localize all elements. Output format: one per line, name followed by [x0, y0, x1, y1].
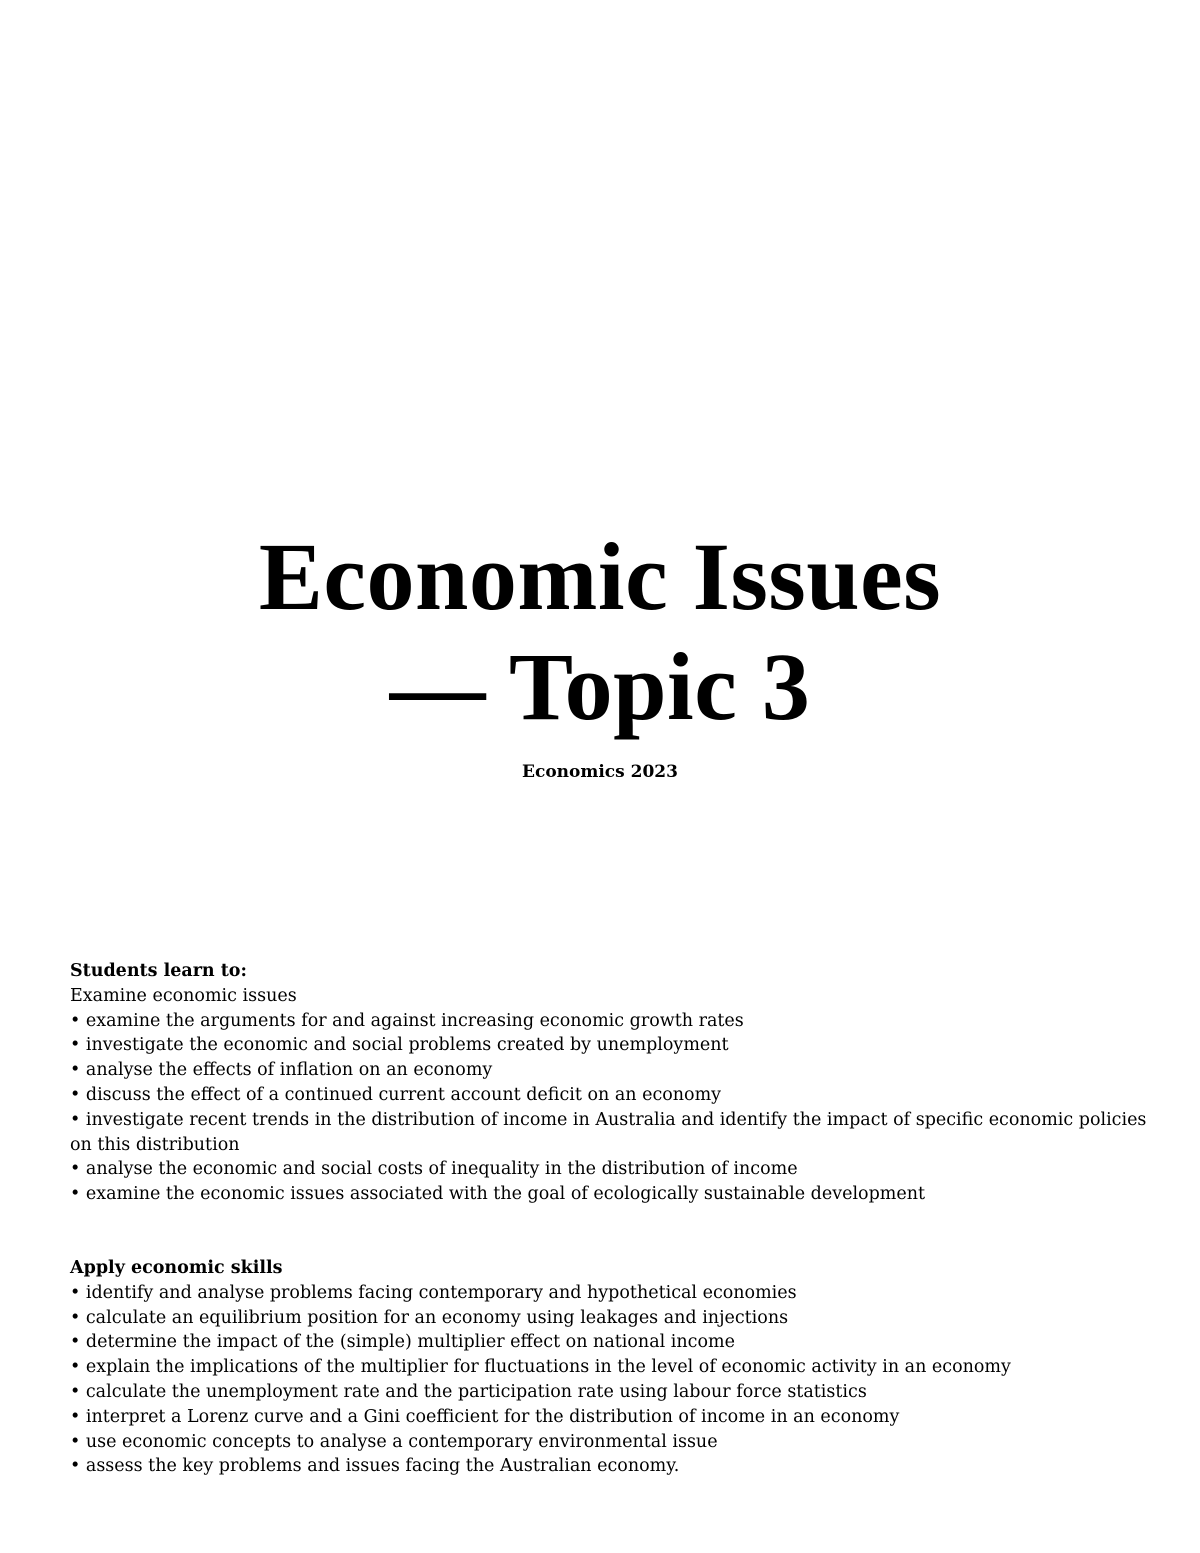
learn-item: • investigate the economic and social problems created by unemployment — [70, 1035, 729, 1056]
document-subtitle: Economics 2023 — [522, 762, 678, 782]
learn-item: • investigate recent trends in the distribution of income in Australia and identify the impact of specific economic policies on this distribution — [70, 1109, 1147, 1155]
skill-item: • calculate the unemployment rate and the participation rate using labour force statistics — [70, 1381, 867, 1402]
skill-item: • explain the implications of the multiplier for fluctuations in the level of economic activity in an economy — [70, 1357, 1011, 1378]
learn-item: • discuss the effect of a continued current account deficit on an economy — [70, 1084, 722, 1105]
skill-item: • use economic concepts to analyse a contemporary environmental issue — [70, 1431, 718, 1452]
skill-item: • identify and analyse problems facing contemporary and hypothetical economies — [70, 1282, 797, 1303]
apply-skills-section — [70, 1256, 1160, 1479]
students-learn-section — [70, 959, 1160, 1207]
title-line-2: — Topic 3 — [389, 633, 811, 740]
learn-item: • examine the economic issues associated with the goal of ecologically sustainable development — [70, 1184, 926, 1205]
learn-item: • analyse the economic and social costs of inequality in the distribution of income — [70, 1159, 798, 1180]
learn-item: • analyse the effects of inflation on an economy — [70, 1060, 493, 1081]
skill-item: • interpret a Lorenz curve and a Gini coefficient for the distribution of income in an economy — [70, 1406, 900, 1427]
document-title — [0, 522, 1200, 742]
title-line-1: Economic Issues — [258, 523, 942, 630]
students-learn-heading: Students learn to: — [70, 961, 247, 981]
skill-item: • assess the key problems and issues facing the Australian economy. — [70, 1456, 680, 1477]
learn-item: • examine the arguments for and against increasing economic growth rates — [70, 1010, 744, 1031]
skill-item: • calculate an equilibrium position for an economy using leakages and injections — [70, 1307, 789, 1328]
students-learn-intro: Examine economic issues — [70, 985, 297, 1006]
apply-skills-heading: Apply economic skills — [70, 1258, 283, 1278]
skill-item: • determine the impact of the (simple) multiplier effect on national income — [70, 1332, 735, 1353]
